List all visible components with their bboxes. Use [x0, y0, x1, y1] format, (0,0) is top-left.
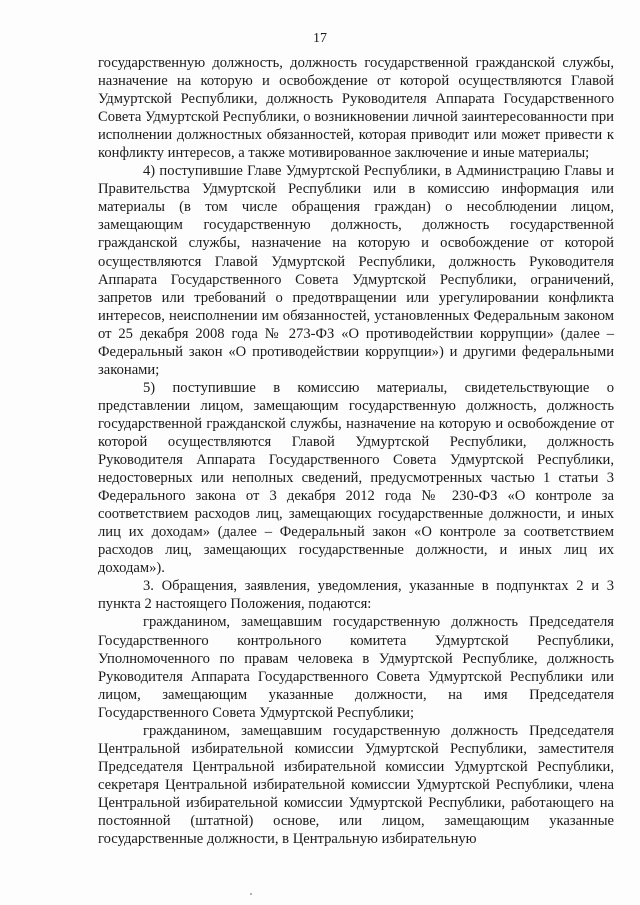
page-number: 17	[313, 31, 327, 46]
paragraph-gov-council: гражданином, замещавшим государственную должность Председателя Государственного контрольного комитета Удмуртской Республики, Уполномоченного по правам человека в Удмуртской Республике, должность Руководителя Аппарата Государственного Совета Удмуртской Республики или лицом, замещающим указанные должности, на имя Председателя Государственного Совета Удмуртской Республики;	[98, 614, 614, 721]
paragraph-election-commission: гражданином, замещавшим государственную должность Председателя Центральной избирательной комиссии Удмуртской Республики, заместителя Председателя Центральной избирательной комиссии Удмуртской Республики, секретаря Центральной избирательной комиссии Удмуртской Республики, члена Центральной избирательной комиссии Удмуртской Республики, работающего на постоянной (штатной) основе, или лицом, замещающим указанные государственные должности, в Центральную избирательную	[98, 722, 614, 848]
paragraph-item-4: 4) поступившие Главе Удмуртской Республики, в Администрацию Главы и Правительства Удмуртской Республики или в комиссию информация или материалы (в том числе обращения граждан) о несоблюдении лицом, замещающим государственную должность, должность государственной гражданской службы, назначение на которую и освобождение от которой осуществляются Главой Удмуртской Республики, должность Руководителя Аппарата Государственного Совета Удмуртской Республики, ограничений, запретов или требований о предотвращении или урегулировании конфликта интересов, неисполнении им обязанностей, установленных Федеральным законом от 25 декабря 2008 года № 273-ФЗ «О противодействии коррупции» (далее – Федеральный закон «О противодействии коррупции») и другими федеральными законами;	[98, 163, 614, 378]
body-text	[98, 54, 614, 848]
scan-speck	[250, 893, 252, 895]
paragraph-continuation: государственную должность, должность государственной гражданской службы, назначение на которую и освобождение от которой осуществляются Главой Удмуртской Республики, должность Руководителя Аппарата Государственного Совета Удмуртской Республики, о возникновении личной заинтересованности при исполнении должностных обязанностей, которая приводит или может привести к конфликту интересов, а также мотивированное заключение и иные материалы;	[98, 55, 614, 162]
paragraph-clause-3: 3. Обращения, заявления, уведомления, указанные в подпунктах 2 и 3 пункта 2 настоящего Положения, подаются:	[98, 578, 614, 613]
paragraph-item-5: 5) поступившие в комиссию материалы, свидетельствующие о представлении лицом, замещающим государственную должность, должность государственной гражданской службы, назначение на которую и освобождение от которой осуществляются Главой Удмуртской Республики, должность Руководителя Аппарата Государственного Совета Удмуртской Республики, недостоверных или неполных сведений, предусмотренных частью 1 статьи 3 Федерального закона от 3 декабря 2012 года № 230-ФЗ «О контроле за соответствием расходов лиц, замещающих государственные должности, и иных лиц их доходам» (далее – Федеральный закон «О контроле за соответствием расходов лиц, замещающих государственные должности, и иных лиц их доходам»).	[98, 379, 614, 577]
